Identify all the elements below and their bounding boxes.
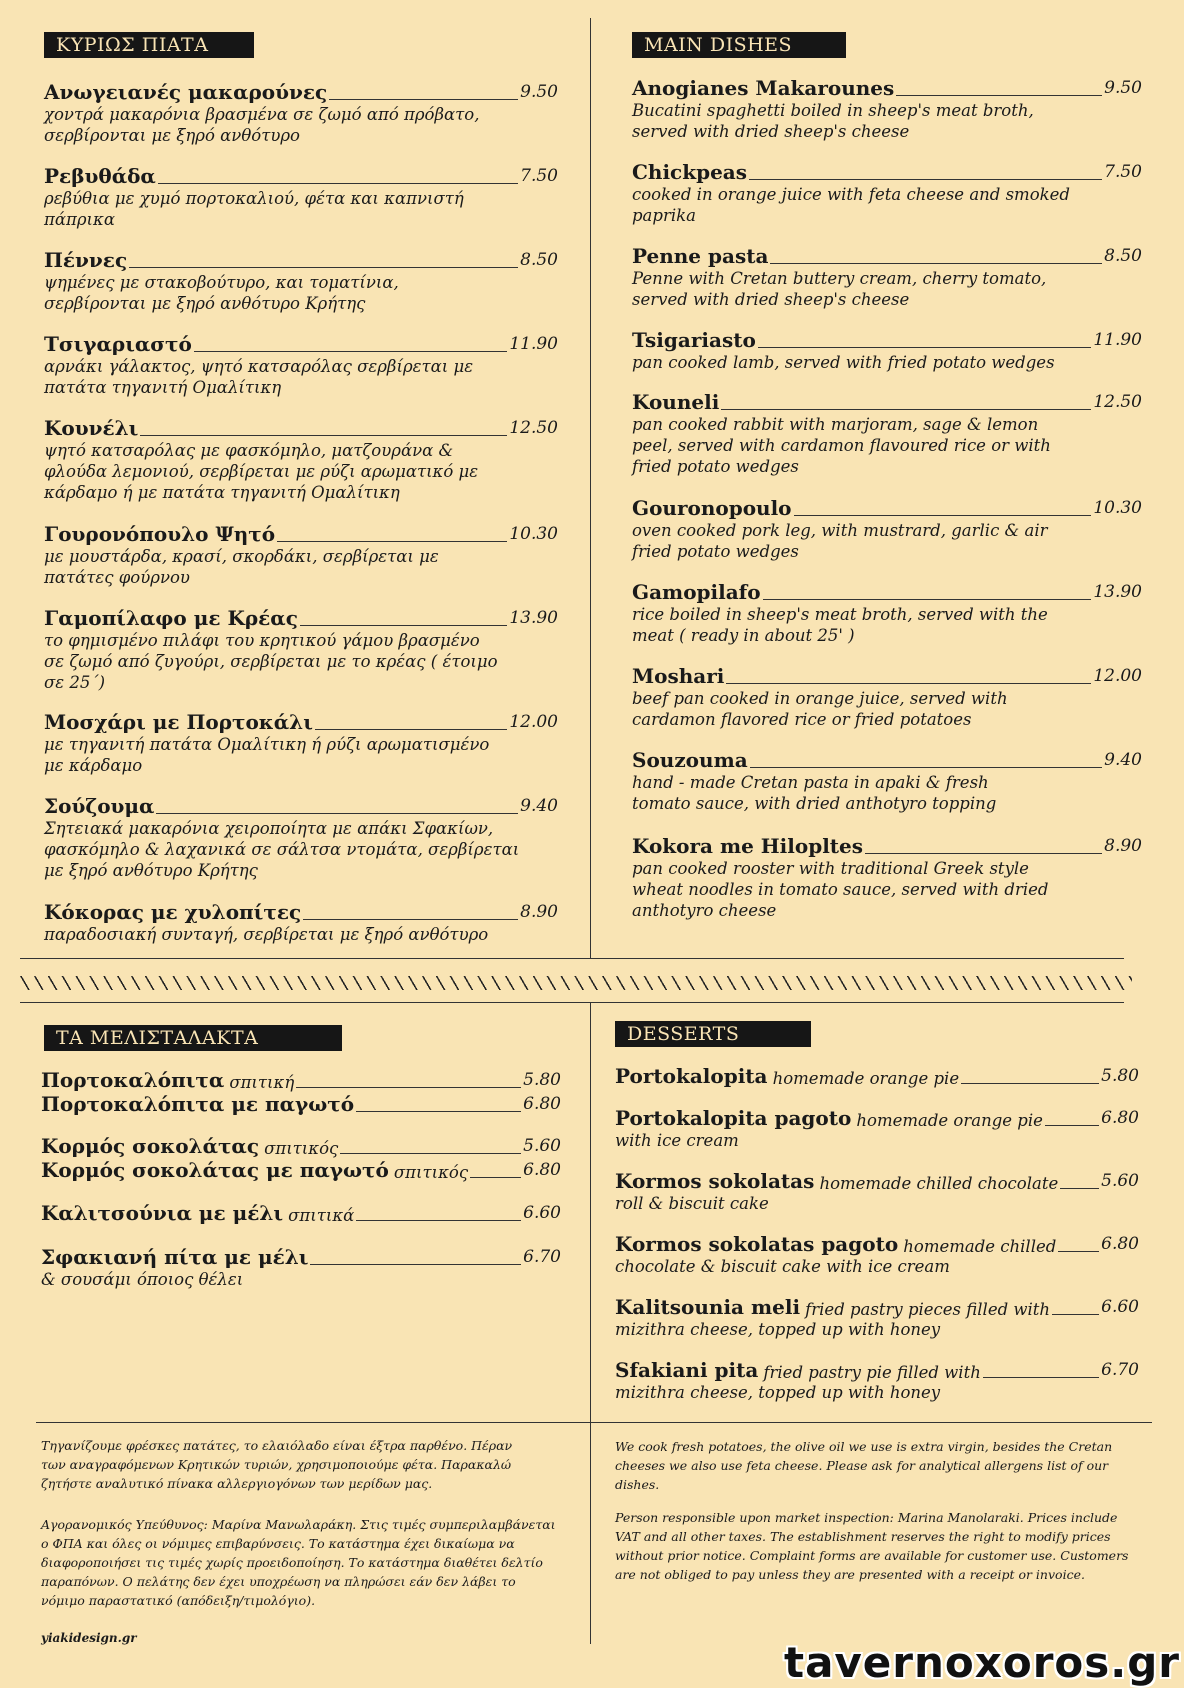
dish-name: Moshari (632, 664, 725, 688)
dish-price: 9.40 (520, 796, 558, 816)
dessert-price: 5.60 (1101, 1171, 1139, 1191)
dish-price: 7.50 (520, 166, 558, 186)
dish-name: Gamopilafo (632, 580, 761, 604)
dish-description: με μουστάρδα, κρασί, σκορδάκι, σερβίρεται με πατάτες φούρνου (44, 547, 439, 587)
dish-price: 10.30 (1093, 498, 1142, 518)
footer-note-greek-1: Τηγανίζουμε φρέσκες πατάτες, το ελαιόλαδο είναι έξτρα παρθένο. Πέραν των αναγραφόμενων Κρητικών τυριών, χρησιμοποιούμε φέτα. Παρακαλώ ζητήστε αναλυτικό πίνακα αλλεργιογόνων των μερίδων μας. (41, 1438, 513, 1491)
dish-description: oven cooked pork leg, with mustrard, garlic & air fried potato wedges (632, 521, 1048, 561)
main-gr-item (44, 164, 558, 230)
dessert-price: 6.80 (523, 1094, 561, 1114)
dessert-continuation: mizithra cheese, topped up with honey (615, 1320, 941, 1339)
dish-name: Μοσχάρι με Πορτοκάλι (44, 710, 313, 734)
dish-price: 9.50 (520, 82, 558, 102)
dessert-continuation: with ice cream (615, 1131, 739, 1150)
dish-description: ψημένες με στακοβούτυρο, και τοματίνια, σερβίρονται με ξηρό ανθότυρο Κρήτης (44, 273, 399, 313)
dessert-name: Πορτοκαλόπιτα (41, 1068, 225, 1092)
dish-name: Ρεβυθάδα (44, 164, 156, 188)
dish-name: Γουρονόπουλο Ψητό (44, 522, 276, 546)
dish-description: με τηγανιτή πατάτα Ομαλίτικη ή ρύζι αρωματισμένο με κάρδαμο (44, 735, 490, 775)
main-dishes-english-title: MAIN DISHES (632, 32, 846, 58)
dish-description: pan cooked rooster with traditional Greek style wheat noodles in tomato sauce, served with dried anthotyro cheese (632, 859, 1049, 920)
dessert-note: σπιτικός (264, 1139, 339, 1158)
main-gr-item (44, 794, 558, 881)
dessert-price: 6.80 (523, 1160, 561, 1180)
dessert-note: fried pastry pie filled with (763, 1363, 981, 1382)
dish-name: Σούζουμα (44, 794, 155, 818)
column-divider-top (590, 18, 591, 958)
main-gr-item (44, 416, 558, 503)
dish-description: το φημισμένο πιλάφι του κρητικού γάμου βρασμένο σε ζωμό από ζυγούρι, σερβίρεται με το κρέας ( έτοιμο σε 25΄) (44, 631, 498, 692)
dessert-continuation: roll & biscuit cake (615, 1194, 769, 1213)
dish-description: pan cooked lamb, served with fried potato wedges (632, 353, 1055, 372)
dish-name: Kouneli (632, 390, 720, 414)
hatched-divider (20, 976, 1132, 990)
dish-price: 12.50 (1093, 392, 1142, 412)
main-en-item (632, 160, 1142, 226)
dessert-price: 6.80 (1101, 1108, 1139, 1128)
dessert-price: 6.70 (1101, 1360, 1139, 1380)
dish-price: 7.50 (1104, 162, 1142, 182)
dish-description: Bucatini spaghetti boiled in sheep's meat broth, served with dried sheep's cheese (632, 101, 1034, 141)
dish-description: Σητειακά μακαρόνια χειροποίητα με απάκι Σφακίων, φασκόμηλο & λαχανικά σε σάλτσα ντομάτα, σερβίρεται με ξηρό ανθότυρο Κρήτης (44, 819, 520, 880)
main-en-item (632, 244, 1142, 310)
main-en-item (632, 328, 1142, 373)
footer-note-english-2: Person responsible upon market inspection: Marina Manolaraki. Prices include VAT and all other taxes. The establishment reserves the right to modify prices without prior notice. Complaint forms are available for customer use. Customers are not obliged to pay unless they are presented with a receipt or invoice. (615, 1510, 1129, 1582)
dish-name: Γαμοπίλαφο με Κρέας (44, 606, 298, 630)
dish-price: 8.50 (520, 250, 558, 270)
dish-name: Ανωγειανές μακαρούνες (44, 80, 328, 104)
dish-name: Κόκορας με χυλοπίτες (44, 900, 302, 924)
dessert-note: homemade chilled (903, 1237, 1057, 1256)
dish-description: ψητό κατσαρόλας με φασκόμηλο, ματζουράνα & φλούδα λεμονιού, σερβίρεται με ρύζι αρωματικό με κάρδαμο ή με πατάτα τηγανιτή Ομαλίτικη (44, 441, 479, 502)
dessert-gr-item (41, 1158, 561, 1182)
main-en-item (632, 76, 1142, 142)
dessert-name: Κορμός σοκολάτας με παγωτό (41, 1158, 389, 1182)
dessert-en-item (615, 1232, 1139, 1277)
dessert-gr-item (41, 1201, 561, 1225)
dessert-price: 6.80 (1101, 1234, 1139, 1254)
dish-price: 8.90 (520, 902, 558, 922)
section-divider-bottom (20, 1002, 1124, 1003)
dish-name: Anogianes Makarounes (632, 76, 895, 100)
desserts-english-title: DESSERTS (615, 1021, 811, 1047)
dish-description: ρεβύθια με χυμό πορτοκαλιού, φέτα και καπνιστή πάπρικα (44, 189, 464, 229)
dessert-en-item (615, 1064, 1139, 1088)
dish-description: Penne with Cretan buttery cream, cherry tomato, served with dried sheep's cheese (632, 269, 1047, 309)
footer-note-english-1: We cook fresh potatoes, the olive oil we use is extra virgin, besides the Cretan cheeses we also use feta cheese. Please ask for analytical allergens list of our dishes. (615, 1439, 1113, 1492)
dish-name: Souzouma (632, 748, 748, 772)
dessert-note: homemade orange pie (772, 1069, 960, 1088)
main-en-item (632, 748, 1142, 814)
dish-description: hand - made Cretan pasta in apaki & fresh tomato sauce, with dried anthotyro topping (632, 773, 997, 813)
dish-price: 8.90 (1104, 836, 1142, 856)
dessert-en-item (615, 1106, 1139, 1151)
footer-note-greek-2: Αγορανομικός Υπεύθυνος: Μαρίνα Μανωλαράκη. Στις τιμές συμπεριλαμβάνεται ο ΦΠΑ και όλες οι νόμιμες επιβαρύνσεις. Το κατάστημα έχει δικαίωμα να διαφοροποιήσει τις τιμές χωρίς προειδοποίηση. Το κατάστημα διαθέτει δελτίο παραπόνων. Ο πελάτης δεν έχει υποχρέωση να πληρώσει εάν δεν λάβει το νόμιμο παραστατικό (απόδειξη/τιμολόγιο). (41, 1517, 556, 1608)
dish-name: Τσιγαριαστό (44, 332, 192, 356)
dessert-note: homemade orange pie (856, 1111, 1043, 1130)
footer-divider-left (36, 1422, 590, 1423)
dish-name: Gouronopoulo (632, 496, 792, 520)
dish-name: Penne pasta (632, 244, 769, 268)
dish-price: 13.90 (1093, 582, 1142, 602)
dessert-gr-item (41, 1092, 561, 1116)
dessert-price: 5.60 (523, 1136, 561, 1156)
dessert-en-item (615, 1295, 1139, 1340)
main-gr-item (44, 900, 558, 945)
desserts-greek-title: ΤΑ ΜΕΛΙΣΤΑΛΑΚΤΑ (44, 1025, 342, 1051)
main-gr-item (44, 606, 558, 693)
dessert-en-item (615, 1358, 1139, 1403)
dessert-name: Κορμός σοκολάτας (41, 1134, 259, 1158)
dish-name: Chickpeas (632, 160, 748, 184)
dish-description: pan cooked rabbit with marjoram, sage & lemon peel, served with cardamon flavoured rice or with fried potato wedges (632, 415, 1051, 476)
main-gr-item (44, 80, 558, 146)
dish-price: 12.00 (509, 712, 558, 732)
dessert-name: Portokalopita (615, 1064, 768, 1088)
footer-divider-right (590, 1422, 1152, 1423)
designer-credit: yiakidesign.gr (41, 1631, 137, 1645)
dessert-price: 6.60 (523, 1203, 561, 1223)
dish-name: Πέννες (44, 248, 128, 272)
main-en-item (632, 496, 1142, 562)
dish-price: 9.50 (1104, 78, 1142, 98)
dessert-name: Σφακιανή πίτα με μέλι (41, 1245, 309, 1269)
dessert-note: σπιτικά (288, 1206, 355, 1225)
section-divider-top (20, 958, 1124, 959)
dessert-name: Sfakiani pita (615, 1358, 759, 1382)
dessert-continuation: chocolate & biscuit cake with ice cream (615, 1257, 950, 1276)
dessert-price: 6.70 (523, 1247, 561, 1267)
dish-price: 12.50 (509, 418, 558, 438)
main-en-item (632, 580, 1142, 646)
dessert-price: 5.80 (1101, 1066, 1139, 1086)
dessert-continuation: mizithra cheese, topped up with honey (615, 1383, 941, 1402)
watermark: tavernoxoros.gr (784, 1638, 1180, 1687)
dish-price: 13.90 (509, 608, 558, 628)
dish-price: 11.90 (509, 334, 558, 354)
dish-description: cooked in orange juice with feta cheese and smoked paprika (632, 185, 1070, 225)
dessert-note: homemade chilled chocolate (819, 1174, 1059, 1193)
column-divider-bottom (590, 1002, 591, 1644)
dessert-note: σπιτική (229, 1073, 295, 1092)
dessert-name: Kalitsounia meli (615, 1295, 801, 1319)
dish-description: χοντρά μακαρόνια βρασμένα σε ζωμό από πρόβατο, σερβίρονται με ξηρό ανθότυρο (44, 105, 480, 145)
dish-price: 9.40 (1104, 750, 1142, 770)
dessert-name: Πορτοκαλόπιτα με παγωτό (41, 1092, 355, 1116)
dessert-name: Kormos sokolatas (615, 1169, 815, 1193)
dessert-continuation: & σουσάμι όποιος θέλει (41, 1270, 244, 1289)
dish-price: 8.50 (1104, 246, 1142, 266)
main-gr-item (44, 332, 558, 398)
dish-description: rice boiled in sheep's meat broth, served with the meat ( ready in about 25' ) (632, 605, 1048, 645)
main-gr-item (44, 248, 558, 314)
dish-name: Tsigariasto (632, 328, 756, 352)
main-en-item (632, 834, 1142, 921)
dessert-gr-item (41, 1245, 561, 1290)
dish-description: παραδοσιακή συνταγή, σερβίρεται με ξηρό ανθότυρο (44, 925, 489, 944)
dessert-gr-item (41, 1134, 561, 1158)
dessert-name: Portokalopita pagoto (615, 1106, 852, 1130)
dish-description: αρνάκι γάλακτος, ψητό κατσαρόλας σερβίρεται με πατάτα τηγανιτή Ομαλίτικη (44, 357, 474, 397)
main-en-item (632, 390, 1142, 477)
main-dishes-greek-title: ΚΥΡΙΩΣ ΠΙΑΤΑ (44, 32, 254, 58)
dessert-gr-item (41, 1068, 561, 1092)
dessert-price: 6.60 (1101, 1297, 1139, 1317)
dish-description: beef pan cooked in orange juice, served with cardamon flavored rice or fried potatoes (632, 689, 1008, 729)
main-en-item (632, 664, 1142, 730)
dish-name: Kokora me Hilopltes (632, 834, 864, 858)
dish-name: Κουνέλι (44, 416, 139, 440)
dessert-name: Καλιτσούνια με μέλι (41, 1201, 284, 1225)
dessert-note: fried pastry pieces filled with (805, 1300, 1051, 1319)
dessert-price: 5.80 (523, 1070, 561, 1090)
main-gr-item (44, 710, 558, 776)
dessert-en-item (615, 1169, 1139, 1214)
dish-price: 12.00 (1093, 666, 1142, 686)
dish-price: 10.30 (509, 524, 558, 544)
dessert-note: σπιτικός (393, 1163, 469, 1182)
main-gr-item (44, 522, 558, 588)
dessert-name: Kormos sokolatas pagoto (615, 1232, 899, 1256)
dish-price: 11.90 (1093, 330, 1142, 350)
